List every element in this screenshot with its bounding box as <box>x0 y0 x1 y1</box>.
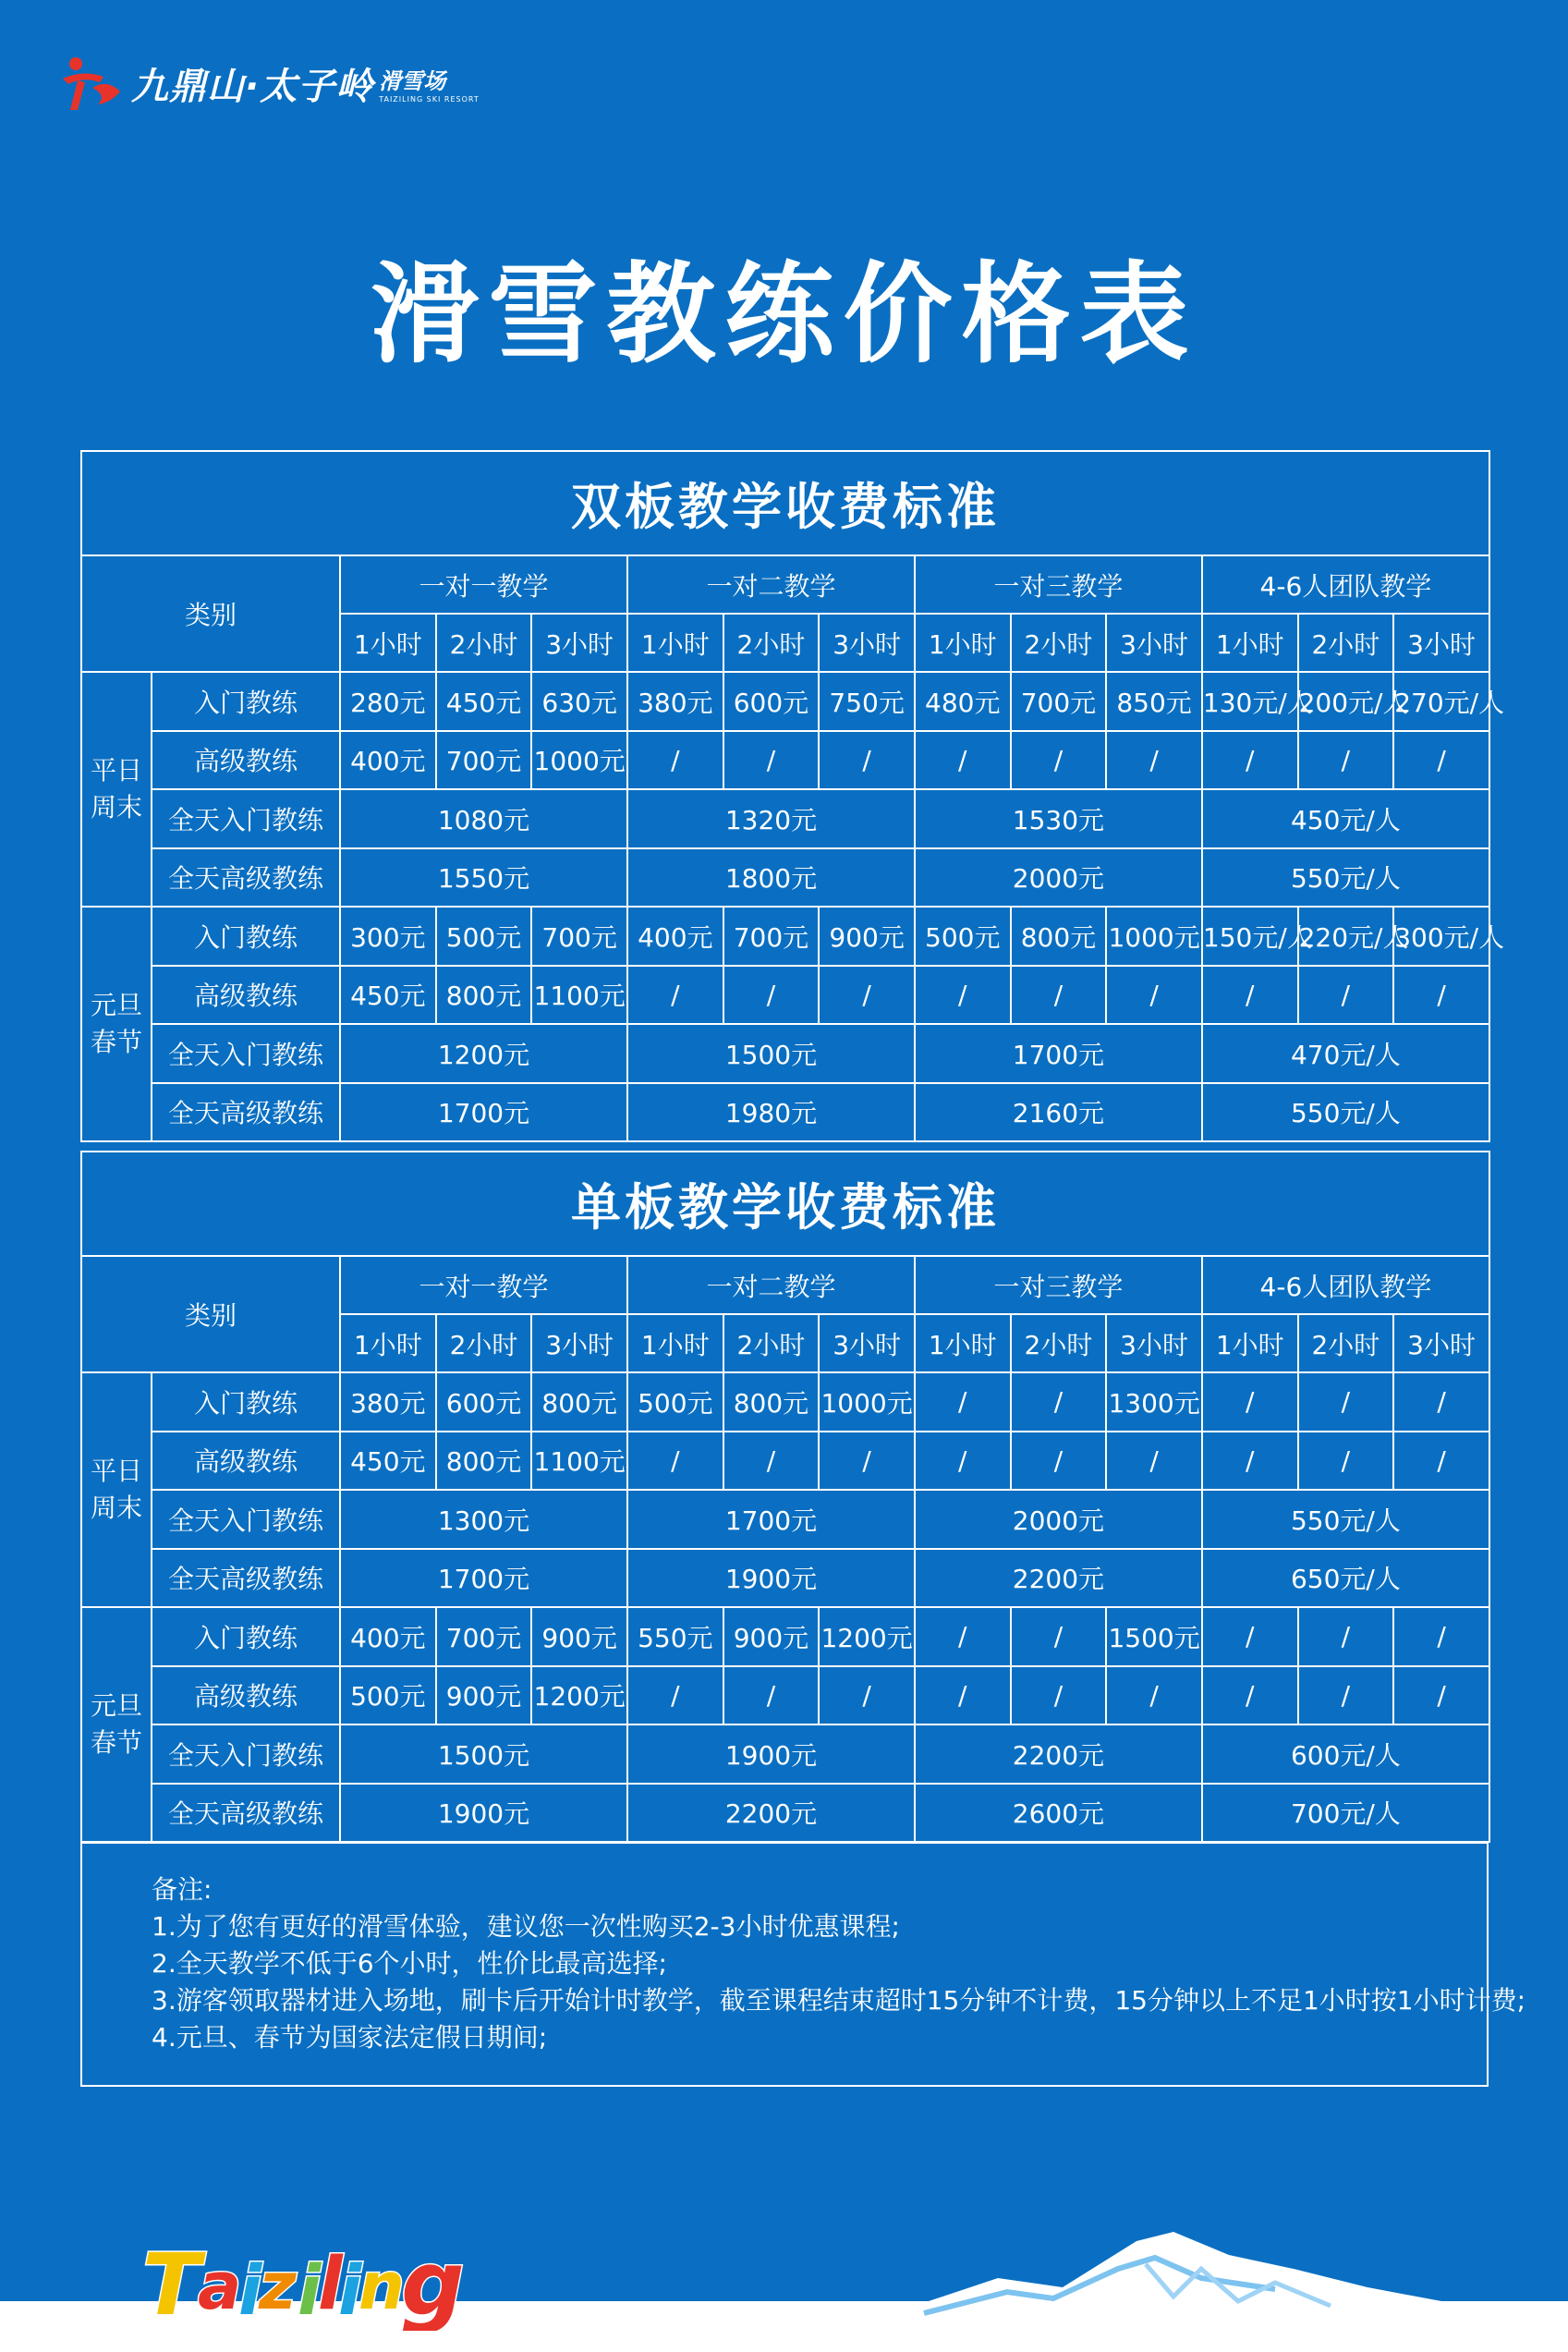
price-cell: 550元 <box>627 1607 723 1666</box>
price-cell: 300元/人 <box>1393 907 1489 966</box>
price-cell: / <box>915 1666 1011 1725</box>
hour-header: 2小时 <box>1298 614 1394 672</box>
price-cell: / <box>915 966 1011 1025</box>
price-cell: / <box>723 1666 820 1725</box>
group-header: 4-6人团队教学 <box>1202 1256 1489 1314</box>
price-cell: 1100元 <box>531 966 627 1025</box>
price-cell: / <box>915 731 1011 790</box>
full-day-price-cell: 1700元 <box>915 1024 1202 1083</box>
period-label: 平日周末 <box>81 1372 152 1607</box>
full-day-price-cell: 1500元 <box>340 1724 627 1784</box>
hour-header: 2小时 <box>1298 1314 1394 1372</box>
group-header: 一对二教学 <box>627 555 915 614</box>
full-day-price-cell: 1200元 <box>340 1024 627 1083</box>
brand-letter: n <box>359 2248 405 2324</box>
price-cell: 480元 <box>915 672 1011 731</box>
price-cell: 1200元 <box>531 1666 627 1725</box>
hour-header: 1小时 <box>627 1314 723 1372</box>
price-cell: / <box>1011 1432 1107 1491</box>
table-row <box>81 1432 1489 1491</box>
notes-box <box>80 1842 1526 2087</box>
price-cell: / <box>1011 731 1107 790</box>
price-cell: / <box>723 1432 820 1491</box>
price-cell: / <box>1202 1372 1298 1432</box>
row-label: 全天入门教练 <box>152 789 340 848</box>
hour-header: 1小时 <box>340 1314 436 1372</box>
full-day-price-cell: 1080元 <box>340 789 627 848</box>
full-day-price-cell: 1900元 <box>627 1549 915 1608</box>
brand-letter: z <box>259 2248 297 2324</box>
table-row <box>81 1666 1489 1725</box>
table-row <box>81 1024 1489 1083</box>
hour-header: 3小时 <box>1393 1314 1489 1372</box>
price-cell: 380元 <box>340 1372 436 1432</box>
group-header: 4-6人团队教学 <box>1202 555 1489 614</box>
full-day-price-cell: 1550元 <box>340 848 627 908</box>
price-cell: 500元 <box>915 907 1011 966</box>
row-label: 入门教练 <box>152 1372 340 1432</box>
single-board-price-table <box>80 1151 1490 1843</box>
price-cell: / <box>627 1666 723 1725</box>
table-row <box>81 731 1489 790</box>
price-cell: / <box>1298 1666 1394 1725</box>
hour-header: 2小时 <box>1011 1314 1107 1372</box>
hour-header: 2小时 <box>1011 614 1107 672</box>
price-cell: 270元/人 <box>1393 672 1489 731</box>
single-board-section-title: 单板教学收费标准 <box>81 1152 1489 1256</box>
hour-header: 3小时 <box>819 614 915 672</box>
row-label: 全天高级教练 <box>152 1083 340 1142</box>
price-cell: 900元 <box>531 1607 627 1666</box>
full-day-price-cell: 650元/人 <box>1202 1549 1489 1608</box>
hour-header: 1小时 <box>915 1314 1011 1372</box>
note-item-4: 4.元旦、春节为国家法定假日期间; <box>152 2022 548 2053</box>
price-cell: / <box>819 1432 915 1491</box>
full-day-price-cell: 600元/人 <box>1202 1724 1489 1784</box>
price-cell: / <box>1393 731 1489 790</box>
full-day-price-cell: 1700元 <box>340 1549 627 1608</box>
full-day-price-cell: 1900元 <box>627 1724 915 1784</box>
full-day-price-cell: 1700元 <box>627 1490 915 1549</box>
notes-heading: 备注: <box>152 1874 213 1905</box>
full-day-price-cell: 550元/人 <box>1202 1490 1489 1549</box>
price-cell: 130元/人 <box>1202 672 1298 731</box>
price-cell: 630元 <box>531 672 627 731</box>
table-row <box>81 789 1489 848</box>
price-cell: 850元 <box>1106 672 1202 731</box>
group-header: 一对一教学 <box>340 555 627 614</box>
full-day-price-cell: 550元/人 <box>1202 848 1489 908</box>
price-cell: 280元 <box>340 672 436 731</box>
price-cell: 1000元 <box>819 1372 915 1432</box>
full-day-price-cell: 2200元 <box>915 1549 1202 1608</box>
price-cell: / <box>1106 966 1202 1025</box>
hour-header: 1小时 <box>340 614 436 672</box>
price-cell: / <box>1298 1372 1394 1432</box>
table-row <box>81 1724 1489 1784</box>
hour-header: 2小时 <box>436 614 532 672</box>
hour-header: 3小时 <box>1106 614 1202 672</box>
hour-header: 2小时 <box>436 1314 532 1372</box>
price-cell: 800元 <box>531 1372 627 1432</box>
full-day-price-cell: 1700元 <box>340 1083 627 1142</box>
period-label: 元旦春节 <box>81 907 152 1141</box>
price-cell: / <box>915 1372 1011 1432</box>
price-cell: 900元 <box>723 1607 820 1666</box>
logo-english: TAIZILING SKI RESORT <box>379 95 480 104</box>
price-cell: 500元 <box>340 1666 436 1725</box>
price-cell: 380元 <box>627 672 723 731</box>
hour-header: 3小时 <box>1393 614 1489 672</box>
price-cell: 1200元 <box>819 1607 915 1666</box>
brand-letter: T <box>142 2236 201 2331</box>
price-cell: / <box>1202 731 1298 790</box>
row-label: 入门教练 <box>152 1607 340 1666</box>
full-day-price-cell: 1320元 <box>627 789 915 848</box>
table-row <box>81 672 1489 731</box>
price-cell: 900元 <box>819 907 915 966</box>
full-day-price-cell: 1500元 <box>627 1024 915 1083</box>
price-cell: / <box>1106 731 1202 790</box>
full-day-price-cell: 2200元 <box>915 1724 1202 1784</box>
hour-header: 3小时 <box>531 1314 627 1372</box>
row-label: 全天入门教练 <box>152 1724 340 1784</box>
table-row <box>81 907 1489 966</box>
price-cell: / <box>1393 1372 1489 1432</box>
price-cell: 1000元 <box>531 731 627 790</box>
group-header: 一对二教学 <box>627 1256 915 1314</box>
price-cell: 200元/人 <box>1298 672 1394 731</box>
page-title: 滑雪教练价格表 <box>370 250 1198 378</box>
price-cell: 800元 <box>1011 907 1107 966</box>
row-label: 入门教练 <box>152 672 340 731</box>
price-cell: 1500元 <box>1106 1607 1202 1666</box>
price-cell: 600元 <box>436 1372 532 1432</box>
full-day-price-cell: 550元/人 <box>1202 1083 1489 1142</box>
price-cell: / <box>915 1607 1011 1666</box>
row-label: 全天高级教练 <box>152 1549 340 1608</box>
group-header: 一对三教学 <box>915 1256 1202 1314</box>
full-day-price-cell: 1800元 <box>627 848 915 908</box>
price-cell: / <box>1011 1372 1107 1432</box>
hour-header: 1小时 <box>915 614 1011 672</box>
price-cell: 1300元 <box>1106 1372 1202 1432</box>
resort-logo <box>55 51 480 116</box>
hour-header: 3小时 <box>1106 1314 1202 1372</box>
row-label: 高级教练 <box>152 1432 340 1491</box>
price-cell: 500元 <box>627 1372 723 1432</box>
hour-header: 2小时 <box>723 1314 820 1372</box>
price-cell: 900元 <box>436 1666 532 1725</box>
table-row <box>81 1549 1489 1608</box>
price-cell: 800元 <box>436 1432 532 1491</box>
price-cell: / <box>1106 1666 1202 1725</box>
row-label: 全天高级教练 <box>152 848 340 908</box>
full-day-price-cell: 700元/人 <box>1202 1784 1489 1843</box>
table-row <box>81 1372 1489 1432</box>
price-cell: / <box>1202 1607 1298 1666</box>
price-cell: 700元 <box>531 907 627 966</box>
group-header: 一对三教学 <box>915 555 1202 614</box>
brand-letter: l <box>318 2243 343 2326</box>
hour-header: 1小时 <box>1202 614 1298 672</box>
table-row <box>81 1490 1489 1549</box>
price-cell: / <box>915 1432 1011 1491</box>
hour-header: 3小时 <box>819 1314 915 1372</box>
price-cell: / <box>723 731 820 790</box>
note-item-3: 3.游客领取器材进入场地，刷卡后开始计时教学，截至课程结束超时15分钟不计费，15分钟以上不足1小时按1小时计费; <box>152 1985 1526 2016</box>
full-day-price-cell: 2200元 <box>627 1784 915 1843</box>
row-label: 全天入门教练 <box>152 1024 340 1083</box>
price-cell: / <box>1011 1666 1107 1725</box>
price-cell: 700元 <box>436 731 532 790</box>
note-item-1: 1.为了您有更好的滑雪体验，建议您一次性购买2-3小时优惠课程; <box>152 1911 900 1942</box>
price-cell: 1000元 <box>1106 907 1202 966</box>
price-cell: / <box>1393 1607 1489 1666</box>
price-cell: 700元 <box>436 1607 532 1666</box>
full-day-price-cell: 450元/人 <box>1202 789 1489 848</box>
table-row <box>81 1607 1489 1666</box>
group-header: 一对一教学 <box>340 1256 627 1314</box>
price-cell: / <box>1202 1666 1298 1725</box>
price-cell: / <box>1298 731 1394 790</box>
price-cell: / <box>1202 966 1298 1025</box>
full-day-price-cell: 1300元 <box>340 1490 627 1549</box>
full-day-price-cell: 1530元 <box>915 789 1202 848</box>
taiziling-brand <box>139 2229 490 2334</box>
price-cell: / <box>1011 966 1107 1025</box>
price-cell: 700元 <box>1011 672 1107 731</box>
price-cell: 600元 <box>723 672 820 731</box>
full-day-price-cell: 2600元 <box>915 1784 1202 1843</box>
table-row <box>81 1083 1489 1142</box>
row-label: 高级教练 <box>152 1666 340 1725</box>
price-cell: 450元 <box>436 672 532 731</box>
price-cell: / <box>1393 966 1489 1025</box>
price-cell: / <box>1393 1432 1489 1491</box>
price-cell: / <box>627 966 723 1025</box>
row-label: 入门教练 <box>152 907 340 966</box>
double-board-price-table <box>80 450 1505 1142</box>
price-cell: / <box>819 966 915 1025</box>
price-cell: / <box>1298 966 1394 1025</box>
double-board-section-title: 双板教学收费标准 <box>81 451 1489 555</box>
price-cell: 400元 <box>340 1607 436 1666</box>
price-cell: / <box>1393 1666 1489 1725</box>
price-cell: 800元 <box>436 966 532 1025</box>
price-cell: 450元 <box>340 1432 436 1491</box>
full-day-price-cell: 1900元 <box>340 1784 627 1843</box>
hour-header: 1小时 <box>1202 1314 1298 1372</box>
brand-letter: g <box>401 2232 465 2331</box>
category-header: 类别 <box>81 555 340 672</box>
category-header: 类别 <box>81 1256 340 1372</box>
full-day-price-cell: 1980元 <box>627 1083 915 1142</box>
price-cell: 450元 <box>340 966 436 1025</box>
table-row <box>81 966 1489 1025</box>
period-label: 元旦春节 <box>81 1607 152 1842</box>
table-row <box>81 1784 1489 1843</box>
price-cell: / <box>723 966 820 1025</box>
row-label: 高级教练 <box>152 966 340 1025</box>
full-day-price-cell: 2000元 <box>915 848 1202 908</box>
hour-header: 2小时 <box>723 614 820 672</box>
row-label: 高级教练 <box>152 731 340 790</box>
price-cell: / <box>1106 1432 1202 1491</box>
logo-subtitle: 滑雪场 <box>379 68 446 94</box>
hour-header: 1小时 <box>627 614 723 672</box>
price-cell: / <box>819 1666 915 1725</box>
period-label: 平日周末 <box>81 672 152 907</box>
row-label: 全天入门教练 <box>152 1490 340 1549</box>
price-cell: / <box>627 731 723 790</box>
brand-letter: i <box>338 2251 362 2331</box>
logo-text: 九鼎山·太子岭 <box>131 65 374 108</box>
price-cell: 700元 <box>723 907 820 966</box>
price-cell: 400元 <box>340 731 436 790</box>
note-item-2: 2.全天教学不低于6个小时，性价比最高选择; <box>152 1948 667 1979</box>
full-day-price-cell: 470元/人 <box>1202 1024 1489 1083</box>
price-cell: 300元 <box>340 907 436 966</box>
full-day-price-cell: 2000元 <box>915 1490 1202 1549</box>
price-cell: 800元 <box>723 1372 820 1432</box>
price-cell: 220元/人 <box>1298 907 1394 966</box>
row-label: 全天高级教练 <box>152 1784 340 1843</box>
price-cell: / <box>1298 1432 1394 1491</box>
price-cell: / <box>1011 1607 1107 1666</box>
table-row <box>81 848 1489 908</box>
brand-letter: i <box>298 2251 322 2331</box>
price-cell: 400元 <box>627 907 723 966</box>
price-cell: / <box>1202 1432 1298 1491</box>
price-cell: / <box>627 1432 723 1491</box>
brand-letter: i <box>238 2251 262 2331</box>
price-cell: 750元 <box>819 672 915 731</box>
brand-letter: a <box>198 2248 242 2324</box>
logo-mark-icon <box>55 51 128 116</box>
taiziling-wordmark-icon <box>139 2229 490 2331</box>
price-cell: 1100元 <box>531 1432 627 1491</box>
price-cell: / <box>1298 1607 1394 1666</box>
price-cell: 500元 <box>436 907 532 966</box>
price-cell: 150元/人 <box>1202 907 1298 966</box>
full-day-price-cell: 2160元 <box>915 1083 1202 1142</box>
price-cell: / <box>819 731 915 790</box>
hour-header: 3小时 <box>531 614 627 672</box>
